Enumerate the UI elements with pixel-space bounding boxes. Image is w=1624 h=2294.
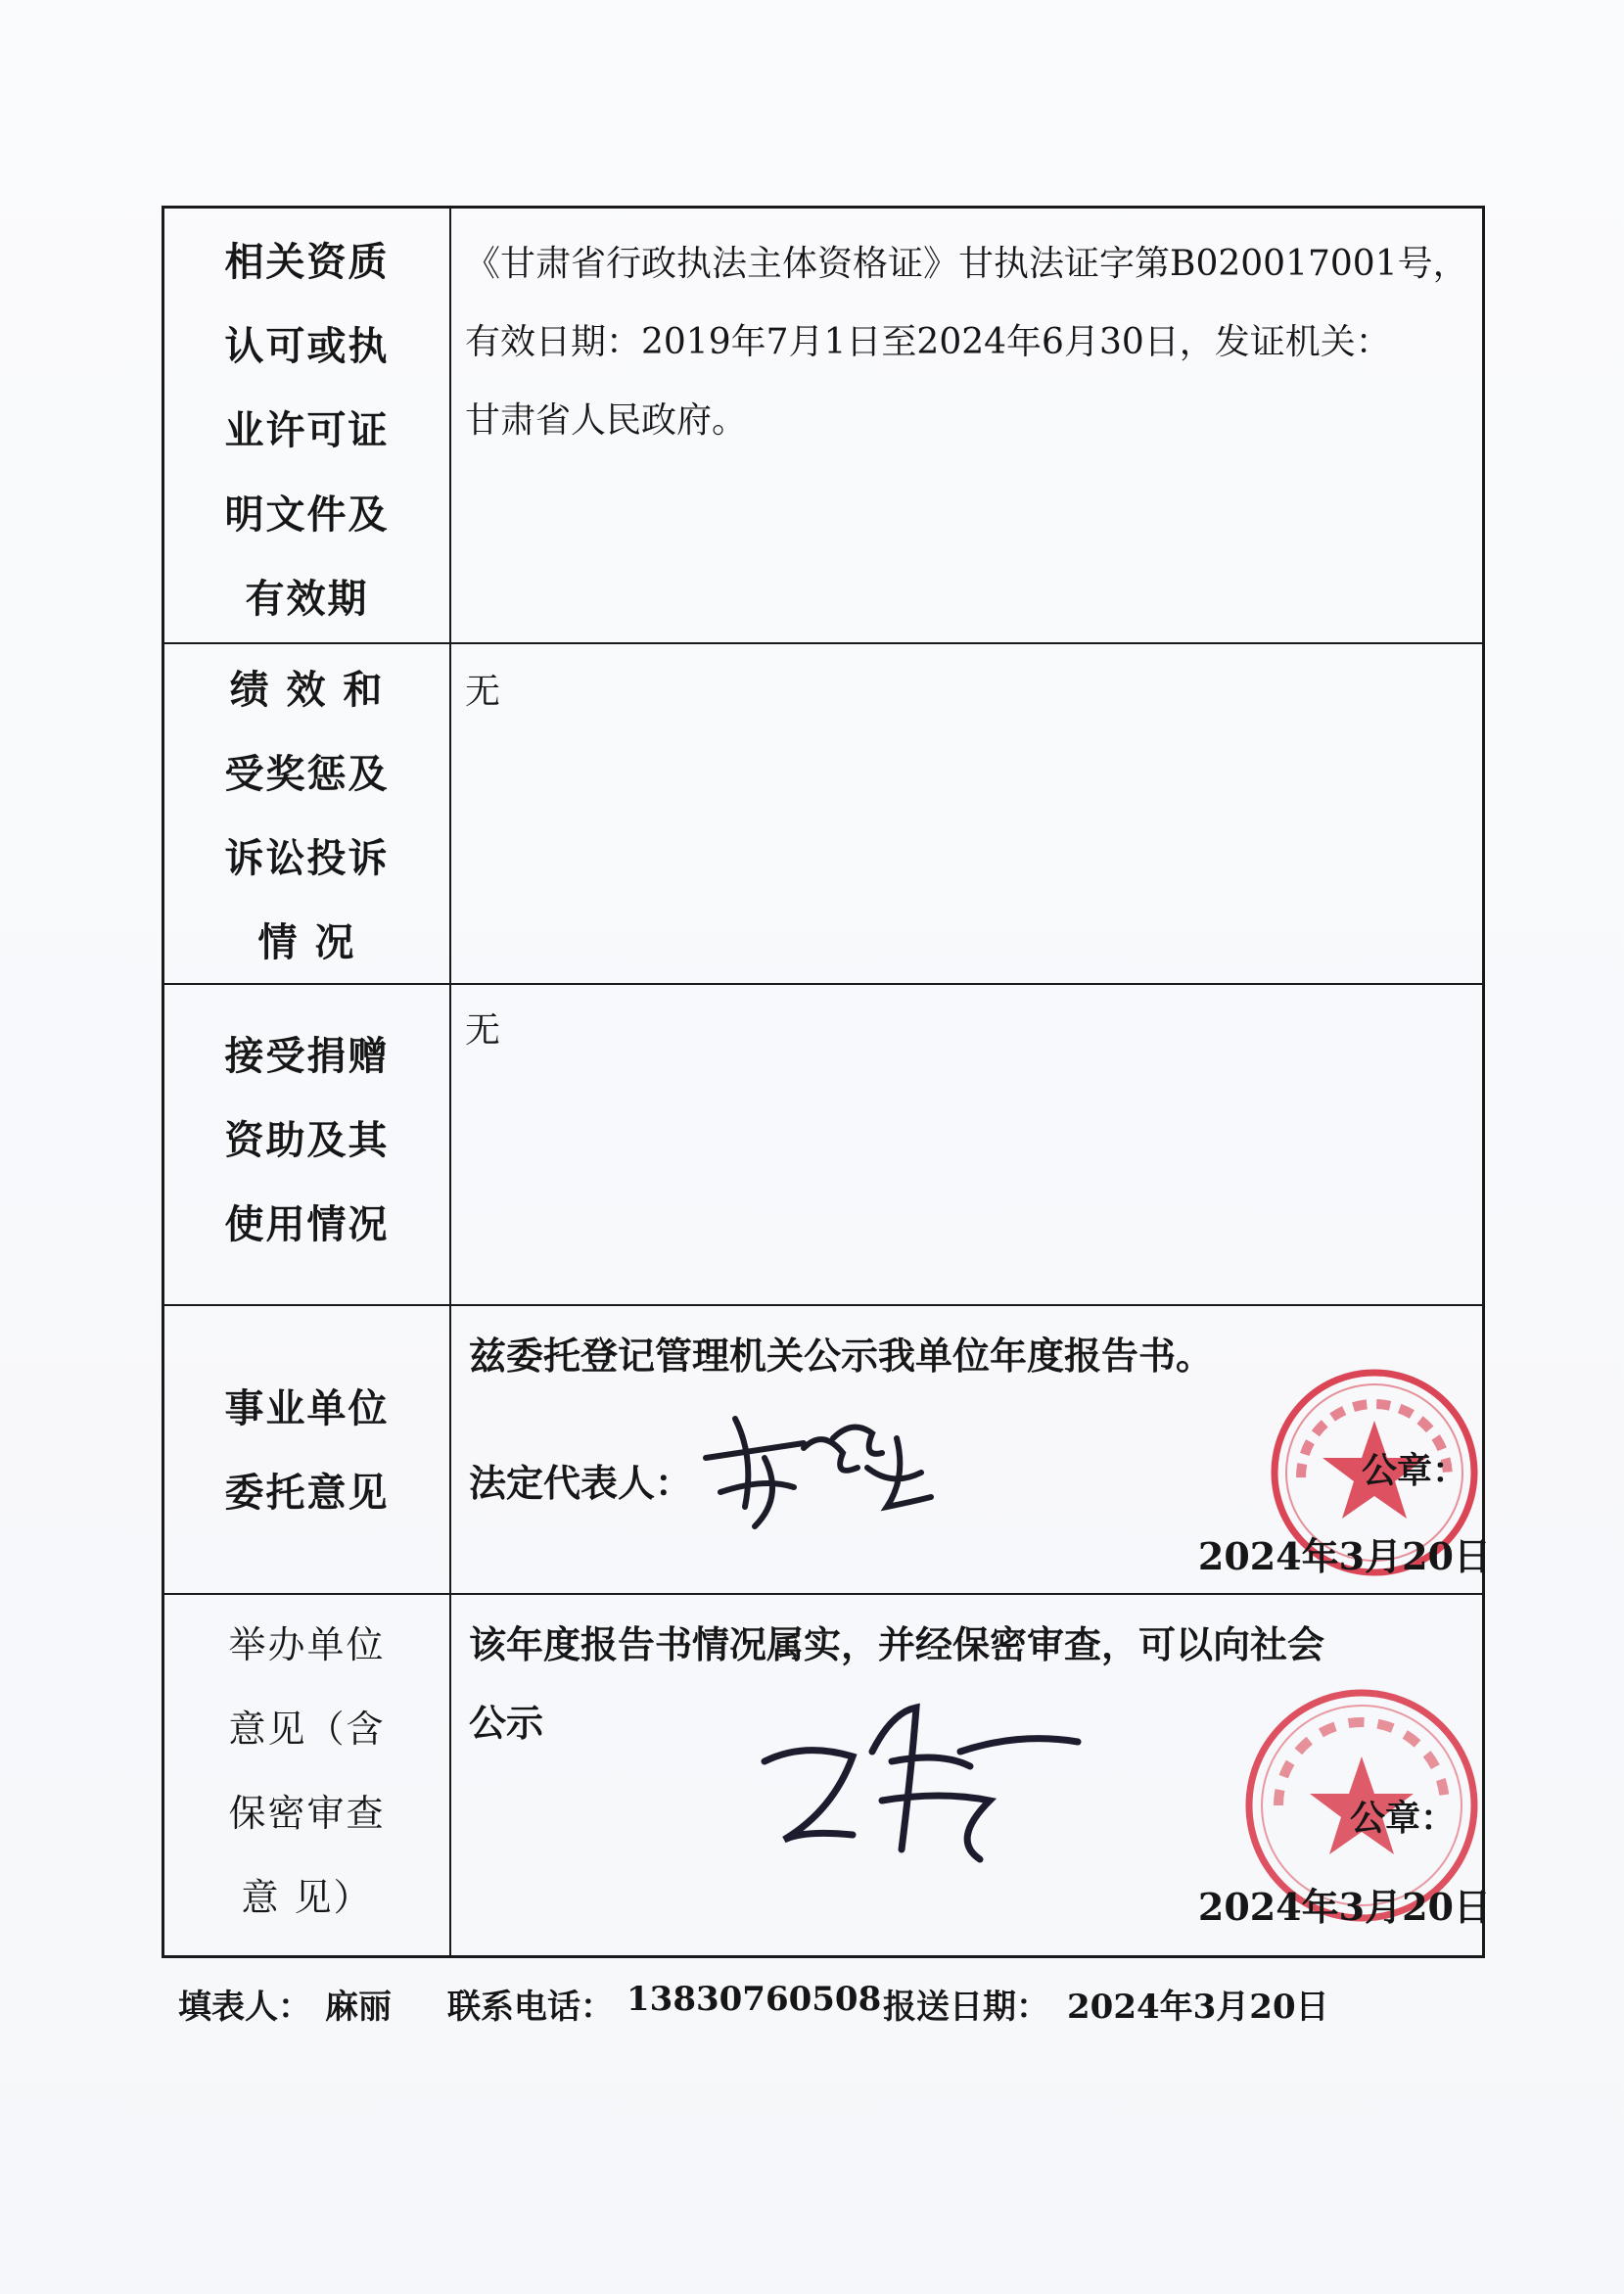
- row-qualifications-label-line-1: 相关资质: [224, 240, 390, 285]
- row-entrust-label-line-2: 委托意见: [224, 1471, 390, 1516]
- legal-representative-label: 法定代表人：: [469, 1462, 693, 1505]
- phone-number: 13830760508: [626, 1980, 882, 2019]
- row-qualifications-label-line-4: 明文件及: [224, 492, 390, 538]
- donations-value: 无: [465, 1010, 501, 1051]
- submit-date-label: 报送日期：: [883, 1988, 1049, 2027]
- row-sponsor-label-line-3: 保密审查: [228, 1792, 386, 1835]
- seal-label-1: 公章：: [1362, 1451, 1468, 1491]
- row-donations-label-line-3: 使用情况: [224, 1202, 390, 1247]
- entrust-statement: 兹委托登记管理机关公示我单位年度报告书。: [469, 1334, 1214, 1378]
- row-sponsor-label-line-4: 意 见）: [241, 1876, 373, 1919]
- row-donations: [164, 985, 1482, 1306]
- row-sponsor-label-cell: [164, 1595, 451, 1958]
- row-performance-label-line-2: 受奖惩及: [224, 752, 390, 797]
- seal-label-2: 公章：: [1350, 1799, 1457, 1839]
- row-performance-label-line-4: 情 况: [257, 920, 356, 965]
- qualification-text-line-3: 甘肃省人民政府。: [465, 400, 748, 441]
- row-donations-content: [451, 985, 1482, 1304]
- row-qualifications-label-line-2: 认可或执: [224, 324, 390, 369]
- phone-label: 联系电话：: [447, 1988, 614, 2027]
- row-sponsor-opinion: [164, 1595, 1491, 1958]
- filler-label: 填表人：: [178, 1988, 311, 2027]
- sponsor-date: 2024年3月20日: [1197, 1885, 1491, 1929]
- performance-value: 无: [465, 672, 501, 712]
- row-qualifications-label-line-3: 业许可证: [224, 408, 390, 453]
- row-performance-label-line-3: 诉讼投诉: [224, 836, 390, 881]
- row-performance: [164, 644, 1482, 985]
- row-qualifications-label-cell: [164, 209, 451, 642]
- row-entrust-content: [451, 1306, 1491, 1593]
- row-qualifications: [164, 209, 1482, 644]
- row-performance-label-cell: [164, 644, 451, 983]
- sponsor-statement-line-1: 该年度报告书情况属实，并经保密审查，可以向社会: [469, 1623, 1325, 1666]
- legal-representative-signature: [686, 1399, 941, 1536]
- row-donations-label-cell: [164, 985, 451, 1304]
- qualification-text-line-2: 有效日期：2019年7月1日至2024年6月30日，发证机关：: [465, 322, 1391, 362]
- sponsor-statement-line-2: 公示: [469, 1702, 544, 1745]
- row-entrust-label-line-1: 事业单位: [224, 1386, 390, 1431]
- row-sponsor-label-line-1: 举办单位: [228, 1623, 386, 1666]
- annual-report-table: [162, 206, 1491, 1958]
- row-qualifications-content: [451, 209, 1482, 642]
- row-donations-label-line-1: 接受捐赠: [224, 1034, 390, 1079]
- row-donations-label-line-2: 资助及其: [224, 1118, 390, 1163]
- row-entrust-label-cell: [164, 1306, 451, 1593]
- row-sponsor-content: [451, 1595, 1491, 1958]
- row-sponsor-label-line-2: 意见（含: [228, 1708, 386, 1751]
- entrust-date: 2024年3月20日: [1197, 1534, 1491, 1578]
- filler-name: 麻丽: [325, 1988, 392, 2027]
- sponsor-signature: [745, 1693, 1097, 1869]
- report-footer: [178, 1980, 1451, 2038]
- submit-date: 2024年3月20日: [1067, 1988, 1329, 2027]
- row-performance-content: [451, 644, 1482, 983]
- row-qualifications-label-line-5: 有效期: [245, 577, 369, 622]
- row-performance-label-line-1: 绩 效 和: [229, 668, 385, 713]
- qualification-text-line-1: 《甘肃省行政执法主体资格证》甘执法证字第B020017001号，: [465, 244, 1468, 284]
- row-entrust-opinion: [164, 1306, 1491, 1595]
